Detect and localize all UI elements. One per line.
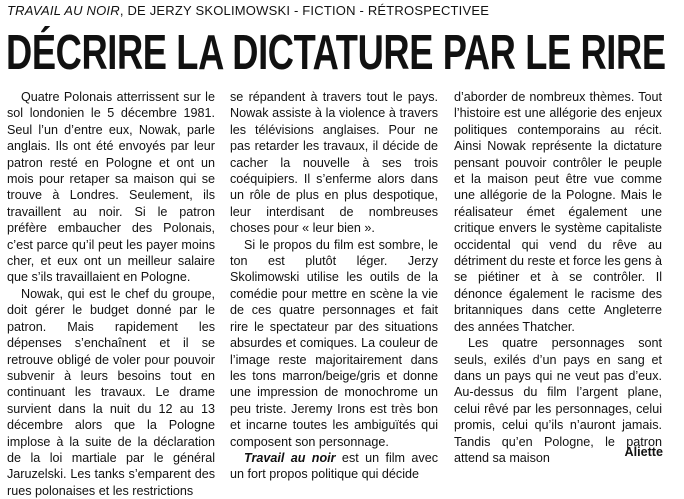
kicker-details: , DE JERZY SKOLIMOWSKI - FICTION - RÉTROSPECTIVEE	[119, 3, 490, 18]
author-signature: Aliette	[624, 445, 663, 459]
article-column-2	[230, 89, 438, 483]
paragraph: Si le propos du film est sombre, le ton est plutôt léger. Jerzy Skolimowski utilise les outils de la comédie pour mettre en scène la vie de ces quatre personnages et fait rire le spectateur par des situations absurdes et comiques. La couleur de l’image reste majoritairement dans les tons marron/beige/gris et donne une impression de monochrome un peu triste. Jeremy Irons est très bon et incarne toutes les ambiguïtés qui composent son personnage.	[230, 237, 438, 449]
article-column-1	[7, 89, 215, 499]
kicker-film-title: TRAVAIL AU NOIR	[7, 3, 120, 18]
paragraph: se répandent à travers tout le pays. Nowak assiste à la violence à travers les télévisions anglaises. Pour ne pas retarder les travaux, il décide de cacher la nouvelle à ses trois coéquipiers. Il s’enferme alors dans un rôle de plus en plus despotique, leur interdisant de nombreuses choses pour « leur bien ».	[230, 90, 438, 236]
paragraph-text: est un film avec un fort propos politique qui décide	[230, 450, 438, 482]
kicker	[7, 3, 677, 19]
paragraph: d’aborder de nombreux thèmes. Tout l’histoire est une allégorie des enjeux politiques contemporains au récit. Ainsi Nowak représente la dictature pensant pouvoir contrôler le peuple et la maison peut être vue comme une allégorie de la Pologne. Mais le réalisateur émet également une critique envers le système capitaliste occidental qui vend du rêve au détriment du reste et force les gens à se piétiner et à se contrôler. Il dénonce également le racisme des britanniques dans cette Angleterre des années Thatcher.	[454, 90, 662, 334]
article-column-3	[454, 89, 662, 466]
headline: DÉCRIRE LA DICTATURE PAR LE RIRE	[6, 26, 666, 80]
paragraph: Nowak, qui est le chef du groupe, doit gérer le budget donné par le patron. Mais rapidement les dépenses s’enchaînent et il se retrouve obligé de voler pour pouvoir subvenir à leurs besoins tout en continuant les travaux. Le drame survient dans la nuit du 12 au 13 décembre alors que la Pologne implose à la suite de la déclaration de la loi martiale par le général Jaruzelski. Les tanks s’emparent des rues polonaises et les restrictions	[7, 286, 215, 498]
paragraph: Les quatre personnages sont seuls, exilés d’un pays en sang et dans un pays qui ne veut pas d’eux. Au-dessus du film l’argent plane, celui rêvé par les personnages, celui promis, celui qu’ils n’auront jamais. Tandis qu’en Pologne, le patron attend sa maison	[454, 336, 662, 465]
paragraph	[230, 450, 438, 483]
film-title-inline: Travail au noir	[244, 450, 336, 465]
paragraph: Quatre Polonais atterrissent sur le sol londonien le 5 décembre 1981. Seul l’un d’entre eux, Nowak, parle anglais. Ils ont été envoyés par leur patron resté en Pologne et ont un mois pour retaper sa maison qui se trouve à Londres. Seulement, ils travaillent au noir. Si le patron préfère embaucher des Polonais, c’est parce qu’il peut les payer moins cher, et eux ont un meilleur salaire que s’ils travaillaient en Pologne.	[7, 90, 215, 285]
